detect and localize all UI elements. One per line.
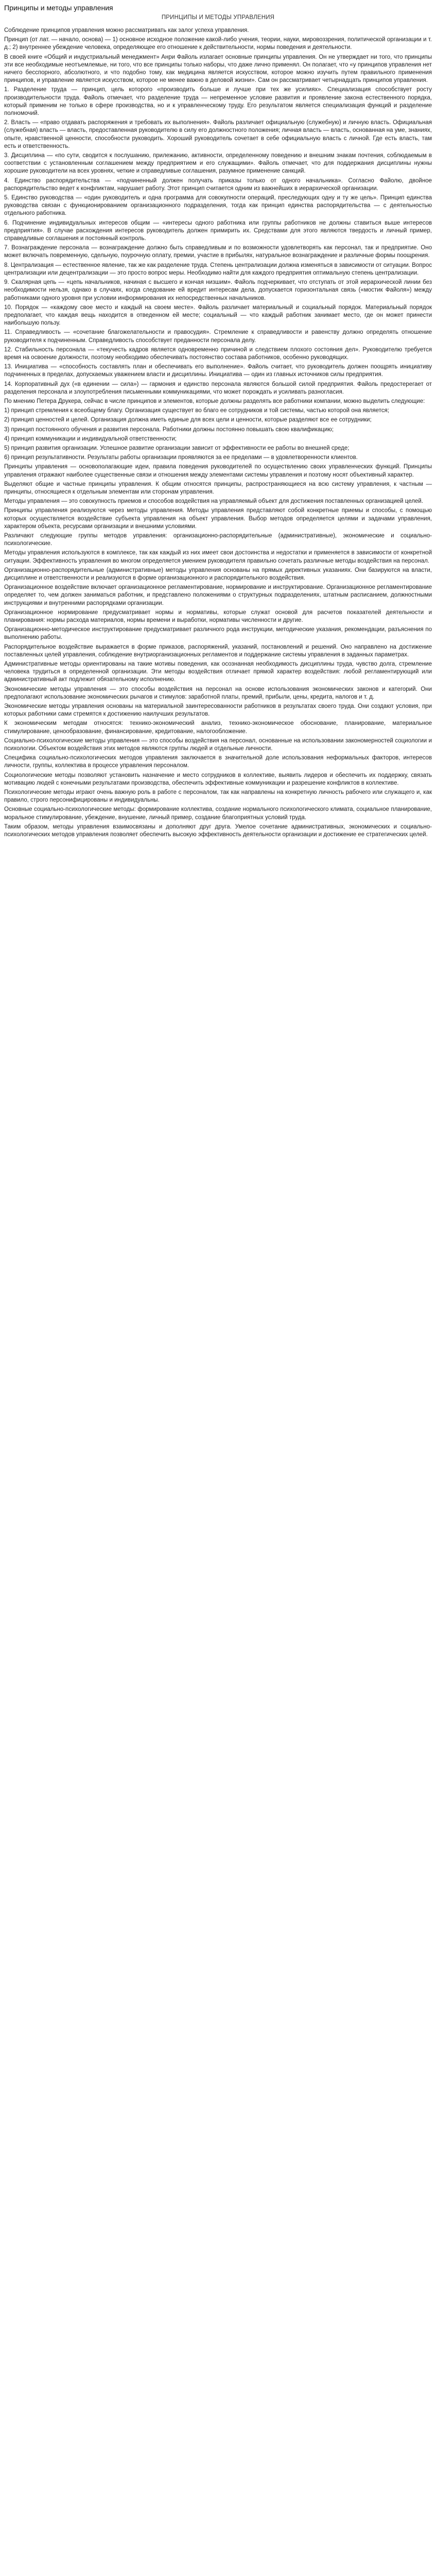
body-paragraph: 11. Справедливость — «сочетание благожелательности и правосудия». Стремление к справедливости и равенству должно определять отношение руководителя к подчиненным. Справедливость способствует преданности персонала делу. — [4, 329, 432, 344]
body-paragraph: Выделяют общие и частные принципы управления. К общим относятся принципы, распространяющиеся на всю систему управления, к частным — принципы, относящиеся к отдельным элементам или сторонам управления. — [4, 481, 432, 495]
body-paragraph: К экономическим методам относятся: технико-экономический анализ, технико-экономическое обоснование, планирование, материальное стимулирование, ценообразование, финансирование, кредитование, налогообложение. — [4, 720, 432, 735]
body-paragraph: 5. Единство руководства — «один руководитель и одна программа для совокупности операций, преследующих одну и ту же цель». Принцип единства руководства связан с функционированием организационного подразделения, тогда как принцип единства распорядительства — с деятельностью отдельного работника. — [4, 195, 432, 217]
body-paragraph: 14. Корпоративный дух («в единении — сила») — гармония и единство персонала являются большой силой предприятия. Файоль предостерегает от разделения персонала и злоупотребления письменными коммуникациями, что может порождать и усиливать разногласия. — [4, 381, 432, 395]
body-paragraph: Экономические методы управления — это способы воздействия на персонал на основе использования экономических законов и категорий. Они предполагают использование экономических рычагов и стимулов: заработной платы, премий, прибыли, цены, кредита, налогов и т. д. — [4, 686, 432, 700]
body-paragraph: Экономические методы управления основаны на материальной заинтересованности работников в результатах своего труда. Они создают условия, при которых работники сами стремятся к достижению наилучших результатов. — [4, 703, 432, 718]
body-paragraph: Соблюдение принципов управления можно рассматривать как залог успеха управления. — [4, 27, 249, 33]
body-paragraph: 7. Вознаграждение персонала — вознаграждение должно быть справедливым и по возможности удовлетворять как персонал, так и предприятие. Оно может включать повременную, сдельную, поурочную оплату, премии, участие в прибылях, натуральное вознаграждение и различные формы поощрения. — [4, 245, 432, 259]
body-paragraph: Принципы управления реализуются через методы управления. Методы управления представляют собой конкретные приемы и способы, с помощью которых осуществляется воздействие субъекта управления на объект управления. Выбор методов определяется целями и задачами управления, характером объекта, ресурсами организации и внешними условиями. — [4, 507, 432, 530]
body-paragraph: 13. Инициатива — «способность составлять план и обеспечивать его выполнение». Файоль считает, что руководитель должен поощрять инициативу подчиненных в пределах, допускаемых уважением власти и дисциплины. Инициатива — один из главных источников силы предприятия. — [4, 364, 432, 378]
page-title: Принципы и методы управления — [4, 4, 113, 12]
body-paragraph: Методы управления используются в комплексе, так как каждый из них имеет свои достоинства и недостатки и применяется в зависимости от конкретной ситуации. Эффективность управления во многом определяется умением руководителя правильно сочетать различные методы воздействия на персонал. — [4, 550, 432, 564]
body-paragraph: 2. Власть — «право отдавать распоряжения и требовать их выполнения». Файоль различает официальную (служебную) и личную власть. Официальная (служебная) власть — власть, предоставленная руководителю в силу его должностного положения; личная власть — власть, основанная на уме, знаниях, опыте, нравственной ценности, способности руководить. Хороший руководитель сочетает в себе официальную власть с личной. Где есть власть, там есть и ответственность. — [4, 120, 432, 149]
body-paragraph: 3) принцип постоянного обучения и развития персонала. Работники должны постоянно повышать свою квалификацию; — [4, 426, 334, 433]
document-heading: ПРИНЦИПЫ И МЕТОДЫ УПРАВЛЕНИЯ — [161, 14, 275, 21]
body-paragraph: Специфика социально-психологических методов управления заключается в значительной доле использования неформальных факторов, интересов личности, группы, коллектива в процессе управления персоналом. — [4, 755, 432, 769]
body-paragraph: Административные методы ориентированы на такие мотивы поведения, как осознанная необходимость дисциплины труда, чувство долга, стремление человека трудиться в определенной организации. Эти методы воздействия отличает прямой характер воздействия: любой регламентирующий или административный акт подлежит обязательному исполнению. — [4, 661, 432, 683]
body-paragraph: 5) принцип развития организации. Успешное развитие организации зависит от эффективности ее работы во внешней среде; — [4, 445, 350, 451]
body-paragraph: 4. Единство распорядительства — «подчиненный должен получать приказы только от одного начальника». Согласно Файолю, двойное распорядительство ведет к конфликтам, нарушает работу. Этот принцип считается одним из важнейших в иерархической организации. — [4, 177, 432, 192]
body-paragraph: Распорядительное воздействие выражается в форме приказов, распоряжений, указаний, постановлений и решений. Оно направлено на достижение поставленных целей управления, соблюдение внутриорганизационных регламентов и поддержание системы управления в заданных параметрах. — [4, 643, 432, 658]
body-paragraph: 1) принцип стремления к всеобщему благу. Организация существует во благо ее сотрудников и той системы, частью которой она является; — [4, 408, 389, 414]
body-paragraph: 9. Скалярная цепь — «цепь начальников, начиная с высшего и кончая низшим». Файоль подчеркивает, что отступать от этой иерархической линии без необходимости нельзя, однако в случаях, когда следование ей вредит интересам дела, допускается горизонтальная связь («мостик Файоля») между работниками одного уровня при условии информирования их непосредственных начальников. — [4, 279, 432, 301]
body-paragraph: Методы управления — это совокупность приемов и способов воздействия на управляемый объект для достижения поставленных организацией целей. — [4, 498, 423, 505]
body-paragraph: 1. Разделение труда — принцип, цель которого «производить больше и лучше при тех же усилиях». Специализация способствует росту производительности труда. Файоль отмечает, что разделение труда — непременное условие развития и проявление закона естественного порядка, который применим не только в сфере производства, но и к управленческому труду. Его результатом является специализация функций и разделение полномочий. — [4, 87, 432, 117]
body-paragraph: Различают следующие группы методов управления: организационно-распорядительные (административные), экономические и социально-психологические. — [4, 532, 432, 547]
document-body — [4, 27, 432, 839]
body-paragraph: Организационно-методическое инструктирование предусматривает различного рода инструкции, методические указания, рекомендации, разъяснения по выполнению работы. — [4, 626, 432, 641]
body-paragraph: 8. Централизация — естественное явление, так же как разделение труда. Степень централизации должна изменяться в зависимости от ситуации. Вопрос централизации или децентрализации — это просто вопрос меры. Необходимо найти для каждого предприятия оптимальную степень централизации. — [4, 262, 432, 276]
body-paragraph: 2) принцип ценностей и целей. Организация должна иметь единые для всех цели и ценности, которые разделяют все ее сотрудники; — [4, 417, 372, 423]
body-paragraph: Таким образом, методы управления взаимосвязаны и дополняют друг друга. Умелое сочетание административных, экономических и социально-психологических методов управления позволяет обеспечить высокую эффективность деятельности организации и достижение ее стратегических целей. — [4, 823, 432, 838]
body-paragraph: Организационно-распорядительные (административные) методы управления основаны на прямых директивных указаниях. Они базируются на власти, дисциплине и ответственности и реализуются в форме организационного и распорядительного воздействия. — [4, 567, 432, 581]
body-paragraph: 3. Дисциплина — «по сути, сводится к послушанию, прилежанию, активности, определенному поведению и внешним знакам почтения, соблюдаемым в соответствии с установленным соглашением между предприятием и его служащими». Файоль отмечает, что для поддержания дисциплины нужны хорошие руководители на всех уровнях, четкие и справедливые соглашения, разумное применение санкций. — [4, 152, 432, 175]
body-paragraph: Социологические методы позволяют установить назначение и место сотрудников в коллективе, выявить лидеров и обеспечить их поддержку, связать мотивацию людей с конечными результатами производства, обеспечить эффективные коммуникации и разрешение конфликтов в коллективе. — [4, 772, 432, 786]
body-paragraph: Психологические методы играют очень важную роль в работе с персоналом, так как направлены на конкретную личность рабочего или служащего и, как правило, строго персонифицированы и индивидуальны. — [4, 789, 432, 804]
body-paragraph: Организационное нормирование предусматривает нормы и нормативы, которые служат основой для расчетов показателей деятельности и планирования: нормы расхода материалов, нормы времени и выработки, нормативы численности и другие. — [4, 609, 432, 624]
body-paragraph: Организационное воздействие включает организационное регламентирование, нормирование и инструктирование. Организационное регламентирование определяет то, чем должен заниматься работник, и представлено положениями о структурных подразделениях, штатным расписанием, должностными инструкциями и внутренними распорядками организации. — [4, 584, 432, 606]
body-paragraph: Социально-психологические методы управления — это способы воздействия на персонал, основанные на использовании закономерностей социологии и психологии. Объектом воздействия этих методов являются группы людей и отдельные личности. — [4, 737, 432, 752]
body-paragraph: Основные социально-психологические методы: формирование коллектива, создание нормального психологического климата, социальное планирование, моральное стимулирование, убеждение, внушение, личный пример, создание благоприятных условий труда. — [4, 806, 432, 821]
document-page — [0, 0, 436, 839]
body-paragraph: Принцип (от лат. — начало, основа) — 1) основное исходное положение какой-либо учения, теории, науки, мировоззрения, политической организации и т. д.; 2) внутреннее убеждение человека, определяющее его отношение к действительности, нормы поведения и деятельности. — [4, 37, 432, 51]
body-paragraph: 4) принцип коммуникации и индивидуальной ответственности; — [4, 435, 177, 442]
body-paragraph: В своей книге «Общий и индустриальный менеджмент» Анри Файоль излагает основные принципы управления. Он не утверждает ни того, что принципы эти все необходимые неотъемлемые, ни того, что все принципы только наборы, что даже лично применял. Он полагает, что «у принципов управления нет ничего бесспорного, абсолютного, и что подобно тому, как медицина является искусством, которое можно изучить путем правильного применения принципов, и управление является искусством, которое не менее важно в деловой жизни». Сам он рассматривает четырнадцать принципов управления. — [4, 54, 432, 84]
body-paragraph: 6. Подчинение индивидуальных интересов общим — «интересы одного работника или группы работников не должны ставиться выше интересов предприятия». В случае расхождения интересов руководитель должен примирить их. Средствами для этого являются твердость и личный пример, справедливые соглашения и постоянный контроль. — [4, 219, 432, 242]
body-paragraph: Принципы управления — основополагающие идеи, правила поведения руководителей по осуществлению своих управленческих функций. Принципы управления отражают наиболее существенные связи и отношения между элементами системы управления и поэтому носят объективный характер. — [4, 464, 432, 478]
body-paragraph: 6) принцип результативности. Результаты работы организации проявляются за ее пределами — в удовлетворенности клиентов. — [4, 454, 358, 461]
body-paragraph: По мнению Петера Друкера, сейчас в числе принципов и элементов, которые должны разделять все работники компании, можно выделить следующие: — [4, 398, 425, 404]
body-paragraph: 12. Стабильность персонала — «текучесть кадров является одновременно причиной и следствием плохого состояния дел». Руководителю требуется время на освоение должности, поэтому необходимо обеспечивать постоянство состава работников, особенно руководящих. — [4, 346, 432, 361]
body-paragraph: 10. Порядок — «каждому свое место и каждый на своем месте». Файоль различает материальный и социальный порядок. Материальный порядок предполагает, что каждая вещь находится в отведенном ей месте; социальный — что каждый работник занимает место, где он может принести наибольшую пользу. — [4, 304, 432, 327]
